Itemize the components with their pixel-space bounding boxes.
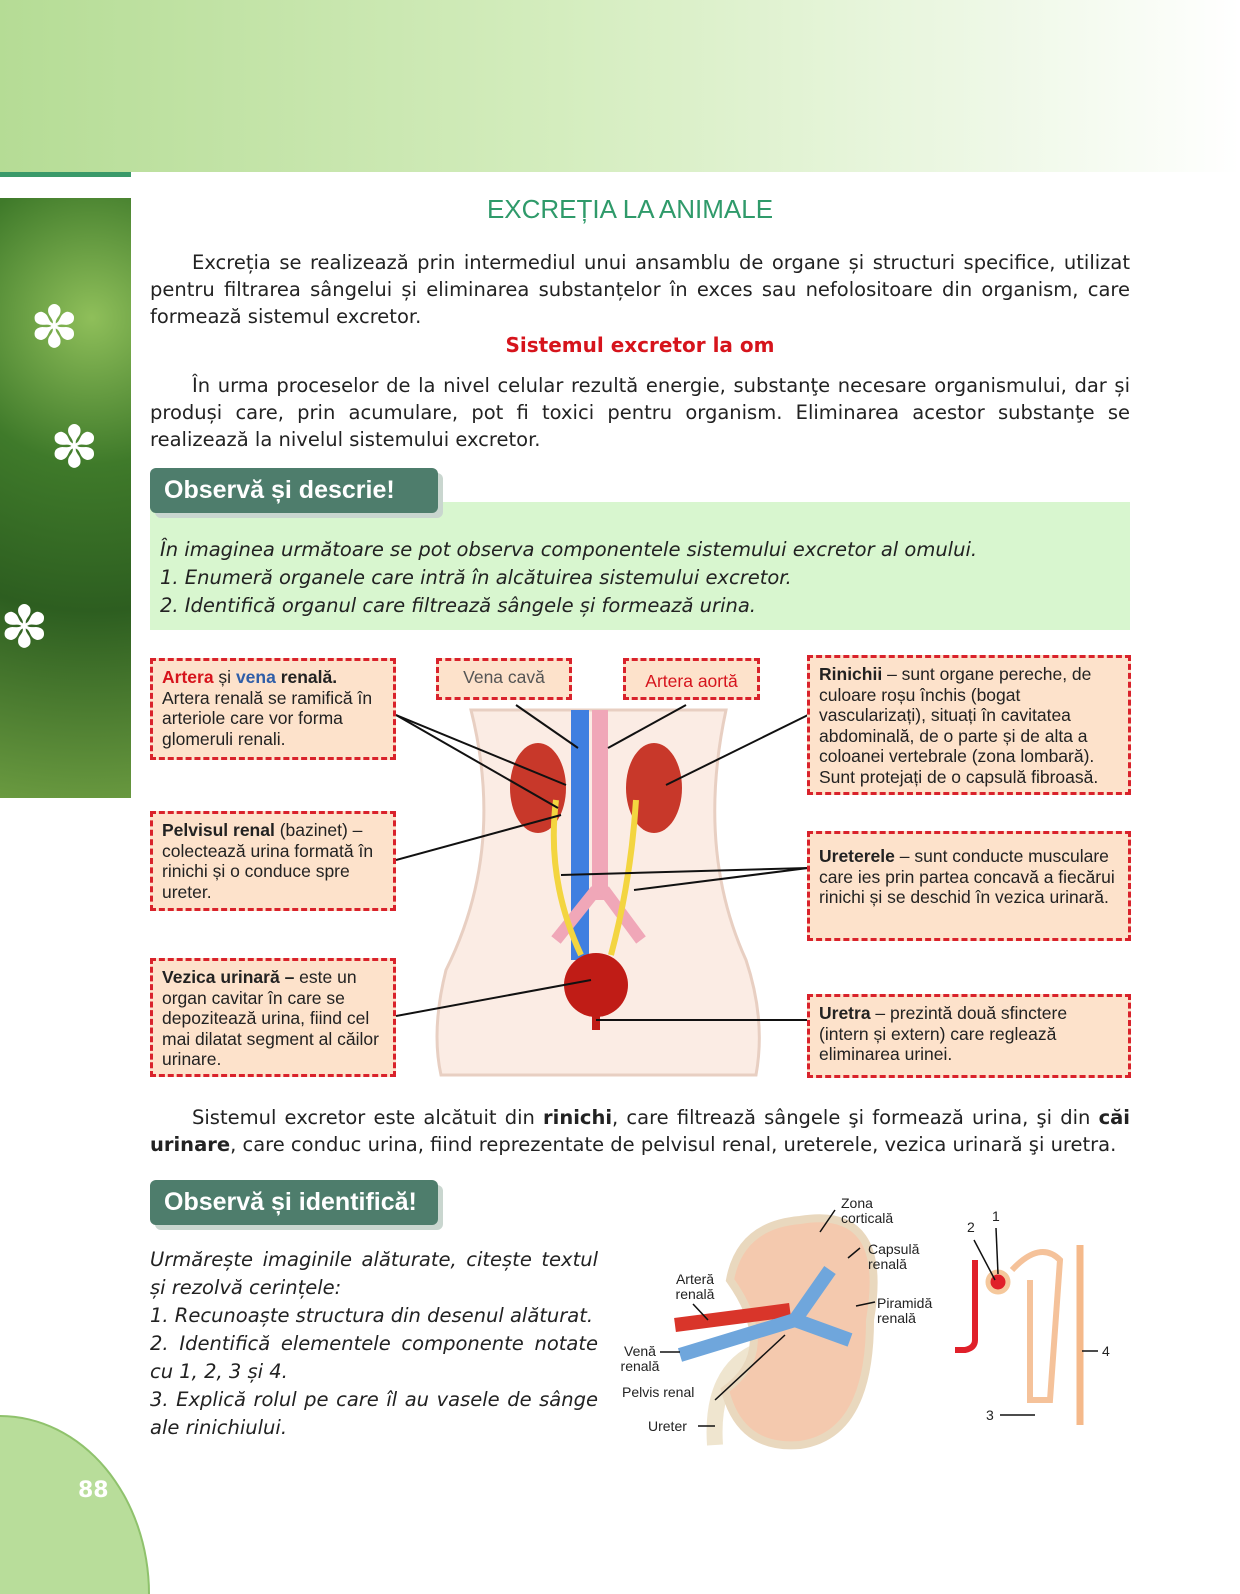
callout-pelvis: [150, 811, 396, 911]
header-stripe: [0, 172, 131, 177]
label-capsula: Capsulă renală: [868, 1241, 920, 1272]
page-corner: [0, 1415, 150, 1594]
activity-line: 2. Identifică organul care filtrează sângele și formează urina.: [160, 594, 756, 617]
page-number: 88: [78, 1478, 109, 1503]
page-title: EXCREȚIA LA ANIMALE: [486, 194, 774, 224]
excretory-system-diagram: [396, 700, 816, 1080]
label-artera-renala: Arteră renală: [675, 1271, 715, 1302]
callout-term: Ureterele: [819, 846, 895, 866]
callout-term: Rinichii: [819, 664, 883, 684]
glomerulus: [988, 1272, 1008, 1292]
callout-vena-cava: Vena cavă: [436, 658, 572, 700]
callout-vezica: [150, 958, 396, 1077]
callout-rinichi: [807, 655, 1131, 795]
left-kidney: [510, 743, 566, 833]
nephron-tubule: [1012, 1252, 1060, 1400]
activity-heading: Observă și descrie!: [150, 468, 438, 513]
activity2-text: [150, 1246, 598, 1442]
activity-heading: Observă și identifică!: [150, 1180, 438, 1225]
nephron-label-2: 2: [967, 1219, 975, 1235]
label-zona-corticala: Zona corticală: [841, 1195, 894, 1226]
nephron-label-3: 3: [986, 1407, 994, 1423]
activity-line: În imaginea următoare se pot observa componentele sistemului excretor al omului.: [160, 538, 978, 561]
activity-line: 1. Recunoaște structura din desenul alăturat.: [150, 1304, 594, 1327]
callout-term: Vezica urinară –: [162, 967, 295, 987]
summary-paragraph: [150, 1104, 1130, 1158]
callout-text: Artera renală se ramifică în arteriole care vor forma glomeruli renali.: [162, 687, 373, 749]
callout-term: Uretra: [819, 1003, 871, 1023]
activity-line: 3. Explică rolul pe care îl au vasele de sânge ale rinichiului.: [150, 1388, 598, 1439]
activity-line: 1. Enumeră organele care intră în alcătuirea sistemului excretor.: [160, 566, 792, 589]
label-piramida: Piramidă renală: [877, 1295, 933, 1326]
flower-photo: [0, 198, 131, 798]
nephron-label-1: 1: [992, 1208, 1000, 1224]
summary-bold: căi urinare: [150, 1106, 1130, 1156]
summary-text: , care conduc urina, fiind reprezentate de pelvisul renal, ureterele, vezica urinară şi uretra.: [230, 1133, 1117, 1156]
activity-panel: [150, 502, 1130, 630]
label-renala: renală.: [275, 667, 338, 687]
callout-text: – prezintă două sfinctere (intern și extern) care reglează eliminarea urinei.: [819, 1003, 1068, 1064]
callout-text: – sunt conducte musculare care ies prin partea concavă a fiecărui rinichi și se deschid în vezica urinară.: [819, 846, 1115, 907]
label-pelvis-renal: Pelvis renal: [622, 1384, 695, 1400]
afferent-vessel: [955, 1260, 975, 1350]
callout-term: Pelvisul renal: [162, 820, 275, 840]
label-text: și: [213, 667, 236, 687]
callout-text: este un organ cavitar în care se depozitează urina, fiind cel mai dilatat segment al căilor urinare.: [162, 967, 379, 1069]
label-ureter: Ureter: [648, 1418, 687, 1434]
callout-text: (bazinet) – colectează urina formată în rinichi și o conduce spre ureter.: [162, 820, 374, 902]
flower-icon: ✽: [30, 293, 79, 361]
summary-text: , care filtrează sângele şi formează urina, şi din: [612, 1106, 1099, 1129]
callout-uretere: [807, 831, 1131, 941]
body-paragraph: În urma proceselor de la nivel celular rezultă energie, substanţe necesare organismului, dar și produși care, prin acumulare, pot fi toxici pentru organism. Eliminarea acestor substanţe se realizează la nivelul sistemului excretor.: [150, 374, 1130, 451]
section-subtitle: Sistemul excretor la om: [505, 333, 775, 357]
callout-uretra: [807, 994, 1131, 1078]
bladder: [564, 953, 628, 1017]
flower-icon: ✽: [0, 593, 49, 661]
activity-line: Urmărește imaginile alăturate, citește textul și rezolvă cerințele:: [150, 1248, 598, 1299]
intro-paragraph: Excreția se realizează prin intermediul unui ansamblu de organe și structuri specifice, utilizat pentru filtrarea sângelui și eliminarea substanțelor în exces sau nefolositoare din organism, care formează sistemul excretor.: [150, 251, 1130, 328]
header-banner: [0, 0, 1240, 172]
aorta: [592, 710, 608, 900]
kidney-section-diagram: [620, 1200, 1140, 1460]
summary-text: Sistemul excretor este alcătuit din: [192, 1106, 544, 1129]
callout-renal-artery-vein: [150, 658, 396, 760]
activity-line: 2. Identifică elementele componente notate cu 1, 2, 3 și 4.: [150, 1332, 598, 1383]
label-vena-renala: Venă renală: [620, 1343, 660, 1374]
callout-text: – sunt organe pereche, de culoare roșu închis (bogat vascularizați), situați în cavitatea abdominală, de o parte și de alta a coloanei vertebrale (zona lombară). Sunt protejați de o capsulă fibroasă.: [819, 664, 1099, 787]
label-artera: Artera: [162, 667, 214, 687]
summary-bold: rinichi: [543, 1106, 613, 1129]
label-vena: vena: [235, 667, 276, 687]
nephron-label-4: 4: [1102, 1343, 1110, 1359]
flower-icon: ✽: [50, 413, 99, 481]
callout-artera-aorta: Artera aortă: [623, 658, 760, 700]
